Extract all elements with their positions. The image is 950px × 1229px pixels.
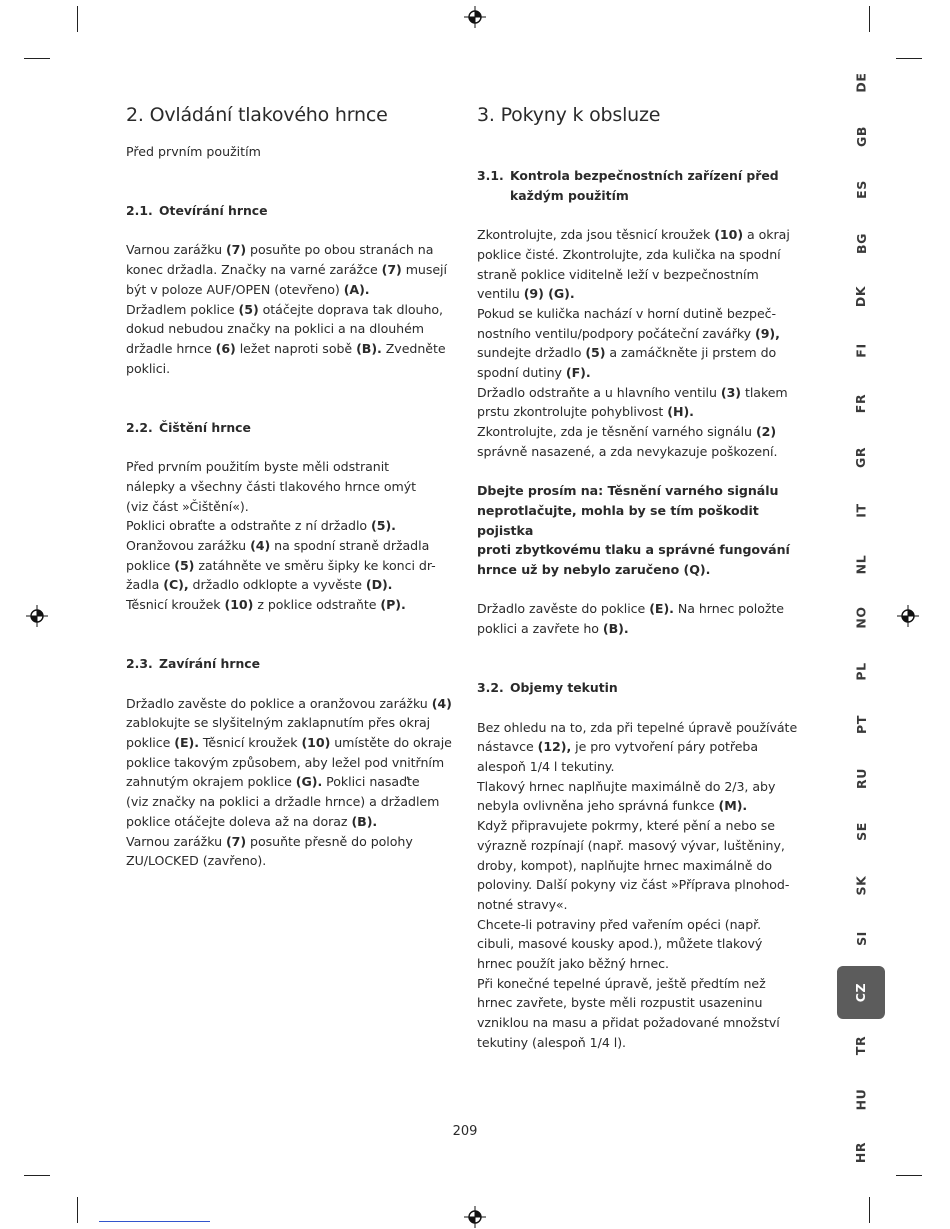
text-run: a zamáčkněte ji prstem do bbox=[605, 345, 777, 361]
section-number: 2.2. bbox=[126, 419, 153, 435]
section-heading-2-2 bbox=[126, 418, 456, 438]
text-line bbox=[477, 383, 807, 403]
language-tab-fi[interactable] bbox=[837, 324, 885, 378]
language-tab-label: IT bbox=[853, 503, 869, 518]
text-line bbox=[477, 619, 807, 639]
text-run: Pokud se kulička nachází v horní dutině bezpeč- bbox=[477, 305, 777, 321]
text-run: Držadlo zavěste do poklice a oranžovou zarážku bbox=[126, 695, 432, 711]
text-run: žadla bbox=[126, 577, 164, 593]
text-run: poklici a zavřete ho bbox=[477, 621, 603, 637]
figure-reference: (5) bbox=[174, 557, 195, 573]
text-run: (viz značky na poklici a držadle hrnce) a držadlem bbox=[126, 794, 440, 810]
text-run: z poklice odstraňte bbox=[253, 597, 381, 613]
section-title: Čištění hrnce bbox=[159, 419, 251, 435]
text-line bbox=[477, 599, 807, 619]
figure-reference: (6) bbox=[215, 341, 236, 356]
text-run: nálepky a všechny části tlakového hrnce omýt bbox=[126, 478, 417, 494]
language-tab-hu[interactable] bbox=[837, 1073, 885, 1127]
text-line bbox=[126, 713, 456, 733]
text-line bbox=[477, 875, 807, 895]
chapter-title: 3. Pokyny k obsluze bbox=[477, 104, 661, 126]
figure-reference: (5) bbox=[585, 345, 606, 361]
section-heading-2-1 bbox=[126, 201, 456, 221]
text-line bbox=[126, 753, 456, 773]
text-run: Držadlo zavěste do poklice bbox=[477, 601, 650, 617]
crop-mark bbox=[896, 1175, 922, 1176]
figure-reference: (10) bbox=[224, 597, 254, 613]
text-run: nebyla ovlivněna jeho správná funkce bbox=[477, 798, 719, 814]
text-line bbox=[126, 319, 456, 339]
text-run: Těsnicí kroužek bbox=[198, 735, 302, 750]
text-line bbox=[477, 1033, 807, 1053]
text-run: Těsnicí kroužek bbox=[126, 597, 225, 613]
text-run: umístěte do okraje bbox=[330, 735, 452, 750]
registration-mark-icon bbox=[26, 605, 48, 627]
text-run: nostního ventilu/podpory počáteční zavářky bbox=[477, 325, 755, 341]
text-run: alespoň 1/4 l tekutiny. bbox=[477, 759, 615, 775]
text-line bbox=[126, 536, 456, 556]
text-line bbox=[126, 516, 456, 536]
text-line bbox=[477, 856, 807, 876]
text-run: Tlakový hrnec naplňujte maximálně do 2/3, aby bbox=[477, 778, 776, 794]
text-line bbox=[126, 300, 456, 320]
text-run: Držadlem poklice bbox=[126, 301, 239, 317]
registration-mark-icon bbox=[464, 6, 486, 28]
text-run: musejí bbox=[401, 262, 447, 278]
text-line bbox=[126, 556, 456, 576]
divider-line bbox=[99, 1221, 210, 1222]
text-line bbox=[477, 225, 807, 245]
text-line bbox=[126, 595, 456, 615]
language-tab-nl[interactable] bbox=[837, 538, 885, 592]
language-tab-dk[interactable] bbox=[837, 270, 885, 324]
text-run: výrazně rozpínají (např. masový vývar, luštěniny, bbox=[477, 837, 785, 853]
language-tab-label: TR bbox=[853, 1036, 869, 1056]
crop-mark bbox=[896, 58, 922, 59]
figure-reference: (A). bbox=[343, 281, 370, 297]
language-tab-no[interactable] bbox=[837, 591, 885, 645]
language-tab-ru[interactable] bbox=[837, 752, 885, 806]
paragraph-attach-handle bbox=[477, 599, 807, 638]
text-run: poklice bbox=[126, 557, 175, 573]
text-run: poklice čisté. Zkontrolujte, zda kulička na spodní bbox=[477, 246, 781, 262]
language-tab-si[interactable] bbox=[837, 912, 885, 966]
text-run: Při konečné tepelné úpravě, ještě předtím než bbox=[477, 975, 766, 991]
text-line bbox=[477, 324, 807, 344]
text-line: neprotlačujte, mohla by se tím poškodit pojistka bbox=[477, 502, 759, 538]
text-line bbox=[126, 851, 456, 871]
text-line bbox=[477, 718, 807, 738]
figure-reference: (5). bbox=[371, 518, 396, 534]
text-run: držadle hrnce bbox=[126, 341, 216, 356]
figure-reference: (7) bbox=[381, 262, 402, 278]
text-line bbox=[477, 363, 807, 383]
figure-reference: (3) bbox=[720, 384, 741, 400]
crop-mark bbox=[77, 6, 78, 32]
right-column bbox=[477, 100, 807, 1053]
text-run: Oranžovou zarážku bbox=[126, 538, 251, 553]
text-run: ventilu bbox=[477, 286, 524, 302]
text-run: poklice takovým způsobem, aby ležel pod vnitřním bbox=[126, 754, 445, 770]
language-tab-gr[interactable] bbox=[837, 431, 885, 485]
crop-mark bbox=[869, 1197, 870, 1223]
section-number: 2.1. bbox=[126, 203, 153, 219]
language-tab-label: NO bbox=[853, 606, 869, 629]
text-run: Na hrnec položte bbox=[673, 601, 784, 617]
text-run: notné stravy«. bbox=[477, 896, 568, 912]
section-heading-2-3 bbox=[126, 654, 456, 674]
figure-reference: (4) bbox=[431, 695, 452, 711]
figure-reference: (5) bbox=[238, 301, 259, 317]
figure-reference: (2) bbox=[755, 424, 777, 440]
text-run: cibuli, masové kousky apod.), můžete tlakový bbox=[477, 936, 763, 952]
text-run: na spodní straně držadla bbox=[270, 538, 430, 553]
text-run: spodní dutiny bbox=[477, 365, 566, 381]
language-tab-label: FR bbox=[853, 394, 869, 414]
text-run: Poklici obraťte a odstraňte z ní držadlo bbox=[126, 518, 372, 534]
language-tab-cz[interactable] bbox=[837, 966, 885, 1020]
text-line bbox=[477, 442, 807, 462]
section-number: 3.2. bbox=[477, 680, 504, 696]
figure-reference: (9), bbox=[755, 325, 780, 341]
text-line bbox=[477, 284, 807, 304]
paragraph-closing bbox=[126, 694, 456, 871]
text-run: být v poloze AUF/OPEN (otevřeno) bbox=[126, 281, 344, 297]
text-run: posuňte přesně do polohy bbox=[246, 833, 413, 849]
text-run: Zkontrolujte, zda je těsnění varného signálu bbox=[477, 424, 756, 440]
text-run: zahnutým okrajem poklice bbox=[126, 774, 296, 790]
text-line bbox=[477, 737, 807, 757]
chapter-title: 2. Ovládání tlakového hrnce bbox=[126, 104, 388, 126]
text-line bbox=[477, 796, 807, 816]
text-run: sundejte držadlo bbox=[477, 345, 586, 361]
language-tab-de[interactable] bbox=[837, 56, 885, 110]
text-line bbox=[477, 245, 807, 265]
text-line bbox=[477, 757, 807, 777]
text-run: hrnec použít jako běžný hrnec. bbox=[477, 956, 669, 972]
paragraph-cleaning bbox=[126, 457, 456, 615]
language-tab-pt[interactable] bbox=[837, 698, 885, 752]
text-run: tekutiny (alespoň 1/4 l). bbox=[477, 1034, 627, 1050]
text-run: držadlo odklopte a vyvěste bbox=[188, 577, 366, 593]
language-tab-label: SK bbox=[853, 875, 869, 896]
figure-reference: (B). bbox=[351, 813, 378, 829]
text-run: Varnou zarážku bbox=[126, 242, 226, 258]
section-number: 2.3. bbox=[126, 656, 153, 672]
text-line bbox=[126, 694, 456, 714]
language-tab-gb[interactable] bbox=[837, 110, 885, 164]
left-column bbox=[126, 100, 456, 871]
text-run: poloviny. Další pokyny viz část »Příprava plnohod- bbox=[477, 877, 790, 893]
figure-reference: (E). bbox=[174, 735, 199, 750]
text-run: otáčejte doprava tak dlouho, bbox=[258, 301, 444, 317]
language-tab-label: SI bbox=[853, 931, 869, 947]
figure-reference: (12), bbox=[537, 739, 572, 755]
text-run: vzniklou na masu a přidat požadované množství bbox=[477, 1015, 780, 1031]
language-tab-label: PL bbox=[853, 662, 869, 681]
figure-reference: (B). bbox=[602, 621, 629, 637]
language-tab-hr[interactable] bbox=[837, 1126, 885, 1180]
text-line bbox=[477, 934, 807, 954]
figure-reference: (B). bbox=[356, 341, 382, 356]
section-heading-3-1 bbox=[477, 166, 807, 205]
text-run: je pro vytvoření páry potřeba bbox=[571, 739, 759, 755]
language-tab-label: GR bbox=[853, 446, 869, 468]
section-title-line: každým použitím bbox=[510, 187, 629, 203]
text-run: Držadlo odstraňte a u hlavního ventilu bbox=[477, 384, 721, 400]
language-tab-label: SE bbox=[853, 822, 869, 842]
language-tab-label: GB bbox=[853, 125, 869, 147]
language-tab-label: PT bbox=[853, 715, 869, 735]
text-run: Před prvním použitím byste měli odstranit bbox=[126, 459, 390, 475]
text-run: zatáhněte ve směru šipky ke konci dr- bbox=[194, 557, 436, 573]
figure-reference: (C), bbox=[163, 577, 189, 593]
section-title-line: Kontrola bezpečnostních zařízení před bbox=[510, 168, 779, 183]
figure-reference: (M). bbox=[718, 798, 748, 814]
section-title bbox=[510, 166, 779, 205]
language-tab-label: BG bbox=[853, 232, 869, 254]
section-heading-3-2 bbox=[477, 678, 807, 698]
figure-reference: (9) (G). bbox=[523, 286, 575, 302]
text-run: a okraj bbox=[743, 227, 790, 243]
text-run: Varnou zarážku bbox=[126, 833, 226, 849]
text-run: poklici. bbox=[126, 360, 171, 376]
text-run: straně poklice viditelně leží v bezpečnostním bbox=[477, 266, 759, 282]
text-run: nástavce bbox=[477, 739, 538, 755]
language-tab-fr[interactable] bbox=[837, 377, 885, 431]
text-line bbox=[477, 422, 807, 442]
language-tab-label: DK bbox=[853, 286, 869, 308]
page-number: 209 bbox=[452, 1124, 478, 1139]
language-tab-label: ES bbox=[853, 180, 869, 200]
language-tab-label: RU bbox=[853, 767, 869, 789]
language-tab-tr[interactable] bbox=[837, 1019, 885, 1073]
text-run: ležet naproti sobě bbox=[235, 341, 357, 356]
crop-mark bbox=[77, 1197, 78, 1223]
text-run: dokud nebudou značky na poklici a na dlouhém bbox=[126, 321, 425, 337]
text-run: poklice bbox=[126, 735, 175, 750]
text-line bbox=[126, 339, 456, 359]
language-tab-label: DE bbox=[853, 72, 869, 93]
text-run: Bez ohledu na to, zda při tepelné úpravě používáte bbox=[477, 719, 798, 735]
language-tab-label: FI bbox=[853, 343, 869, 358]
text-run: Chcete-li potraviny před vařením opéci (např. bbox=[477, 916, 762, 932]
section-title: Otevírání hrnce bbox=[159, 203, 268, 219]
text-line: hrnce už by nebylo zaručeno (Q). bbox=[477, 562, 711, 578]
text-line bbox=[477, 915, 807, 935]
text-line bbox=[477, 895, 807, 915]
text-line: proti zbytkovému tlaku a správné fungování bbox=[477, 542, 790, 558]
text-run: Poklici nasaďte bbox=[322, 774, 420, 790]
text-line bbox=[477, 343, 807, 363]
text-line bbox=[477, 816, 807, 836]
text-line bbox=[126, 792, 456, 812]
text-run: konec držadla. Značky na varné zarážce bbox=[126, 262, 382, 278]
text-line bbox=[477, 304, 807, 324]
text-run: posuňte po obou stranách na bbox=[246, 242, 434, 258]
text-line bbox=[477, 974, 807, 994]
language-tab-pl[interactable] bbox=[837, 645, 885, 699]
language-tab-label: NL bbox=[853, 554, 869, 575]
text-line bbox=[126, 457, 456, 477]
text-run: tlakem bbox=[740, 384, 788, 400]
warning-note bbox=[477, 481, 807, 580]
text-line bbox=[477, 993, 807, 1013]
text-line bbox=[126, 280, 456, 300]
text-line bbox=[477, 954, 807, 974]
figure-reference: (F). bbox=[565, 365, 591, 381]
text-run: droby, kompot), naplňujte hrnec maximálně do bbox=[477, 857, 773, 873]
text-run: ZU/LOCKED (zavřeno). bbox=[126, 853, 267, 869]
figure-reference: (7) bbox=[225, 833, 247, 849]
section-number: 3.1. bbox=[477, 168, 504, 183]
text-run: poklice otáčejte doleva až na doraz bbox=[126, 813, 352, 829]
paragraph-opening bbox=[126, 240, 456, 378]
figure-reference: (10) bbox=[301, 735, 331, 750]
text-run: správně nasazené, a zda nevykazuje poškození. bbox=[477, 443, 778, 459]
text-line bbox=[126, 240, 456, 260]
text-run: Zvedněte bbox=[381, 341, 446, 356]
text-line bbox=[477, 836, 807, 856]
language-tabs bbox=[837, 56, 885, 1180]
text-line bbox=[126, 497, 456, 517]
text-line bbox=[477, 1013, 807, 1033]
language-tab-label: HU bbox=[853, 1088, 869, 1111]
intro-text: Před prvním použitím bbox=[126, 144, 261, 159]
text-run: Zkontrolujte, zda jsou těsnicí kroužek bbox=[477, 227, 715, 243]
language-tab-it[interactable] bbox=[837, 484, 885, 538]
text-line bbox=[126, 772, 456, 792]
text-line bbox=[126, 832, 456, 852]
figure-reference: (P). bbox=[380, 597, 406, 613]
text-line: Dbejte prosím na: Těsnění varného signálu bbox=[477, 483, 779, 499]
paragraph-safety-check bbox=[477, 225, 807, 461]
figure-reference: (E). bbox=[649, 601, 674, 617]
text-line bbox=[126, 812, 456, 832]
language-tab-label: CZ bbox=[853, 982, 869, 1002]
language-tab-bg[interactable] bbox=[837, 217, 885, 271]
crop-mark bbox=[869, 6, 870, 32]
text-line bbox=[126, 260, 456, 280]
text-line bbox=[126, 359, 456, 379]
language-tab-se[interactable] bbox=[837, 805, 885, 859]
section-title: Objemy tekutin bbox=[510, 680, 618, 696]
registration-mark-icon bbox=[897, 605, 919, 627]
language-tab-label: HR bbox=[853, 1142, 869, 1164]
text-line bbox=[477, 777, 807, 797]
text-line bbox=[126, 575, 456, 595]
figure-reference: (4) bbox=[250, 538, 271, 553]
crop-mark bbox=[24, 58, 50, 59]
text-line bbox=[477, 402, 807, 422]
language-tab-es[interactable] bbox=[837, 163, 885, 217]
text-run: zablokujte se slyšitelným zaklapnutím přes okraj bbox=[126, 715, 431, 731]
figure-reference: (D). bbox=[365, 577, 393, 593]
text-line bbox=[126, 477, 456, 497]
language-tab-sk[interactable] bbox=[837, 859, 885, 913]
figure-reference: (G). bbox=[295, 774, 323, 790]
figure-reference: (10) bbox=[714, 227, 744, 243]
crop-mark bbox=[24, 1175, 50, 1176]
text-line bbox=[477, 265, 807, 285]
section-title: Zavírání hrnce bbox=[159, 656, 261, 672]
figure-reference: (7) bbox=[225, 242, 247, 258]
text-run: Když připravujete pokrmy, které pění a nebo se bbox=[477, 818, 775, 834]
text-run: (viz část »Čištění«). bbox=[126, 498, 249, 514]
text-line bbox=[126, 733, 456, 753]
text-run: prstu zkontrolujte pohyblivost bbox=[477, 404, 668, 420]
registration-mark-icon bbox=[464, 1206, 486, 1228]
paragraph-liquid-volumes bbox=[477, 718, 807, 1053]
text-run: hrnec zavřete, byste měli rozpustit usazeninu bbox=[477, 995, 763, 1011]
figure-reference: (H). bbox=[667, 404, 694, 420]
